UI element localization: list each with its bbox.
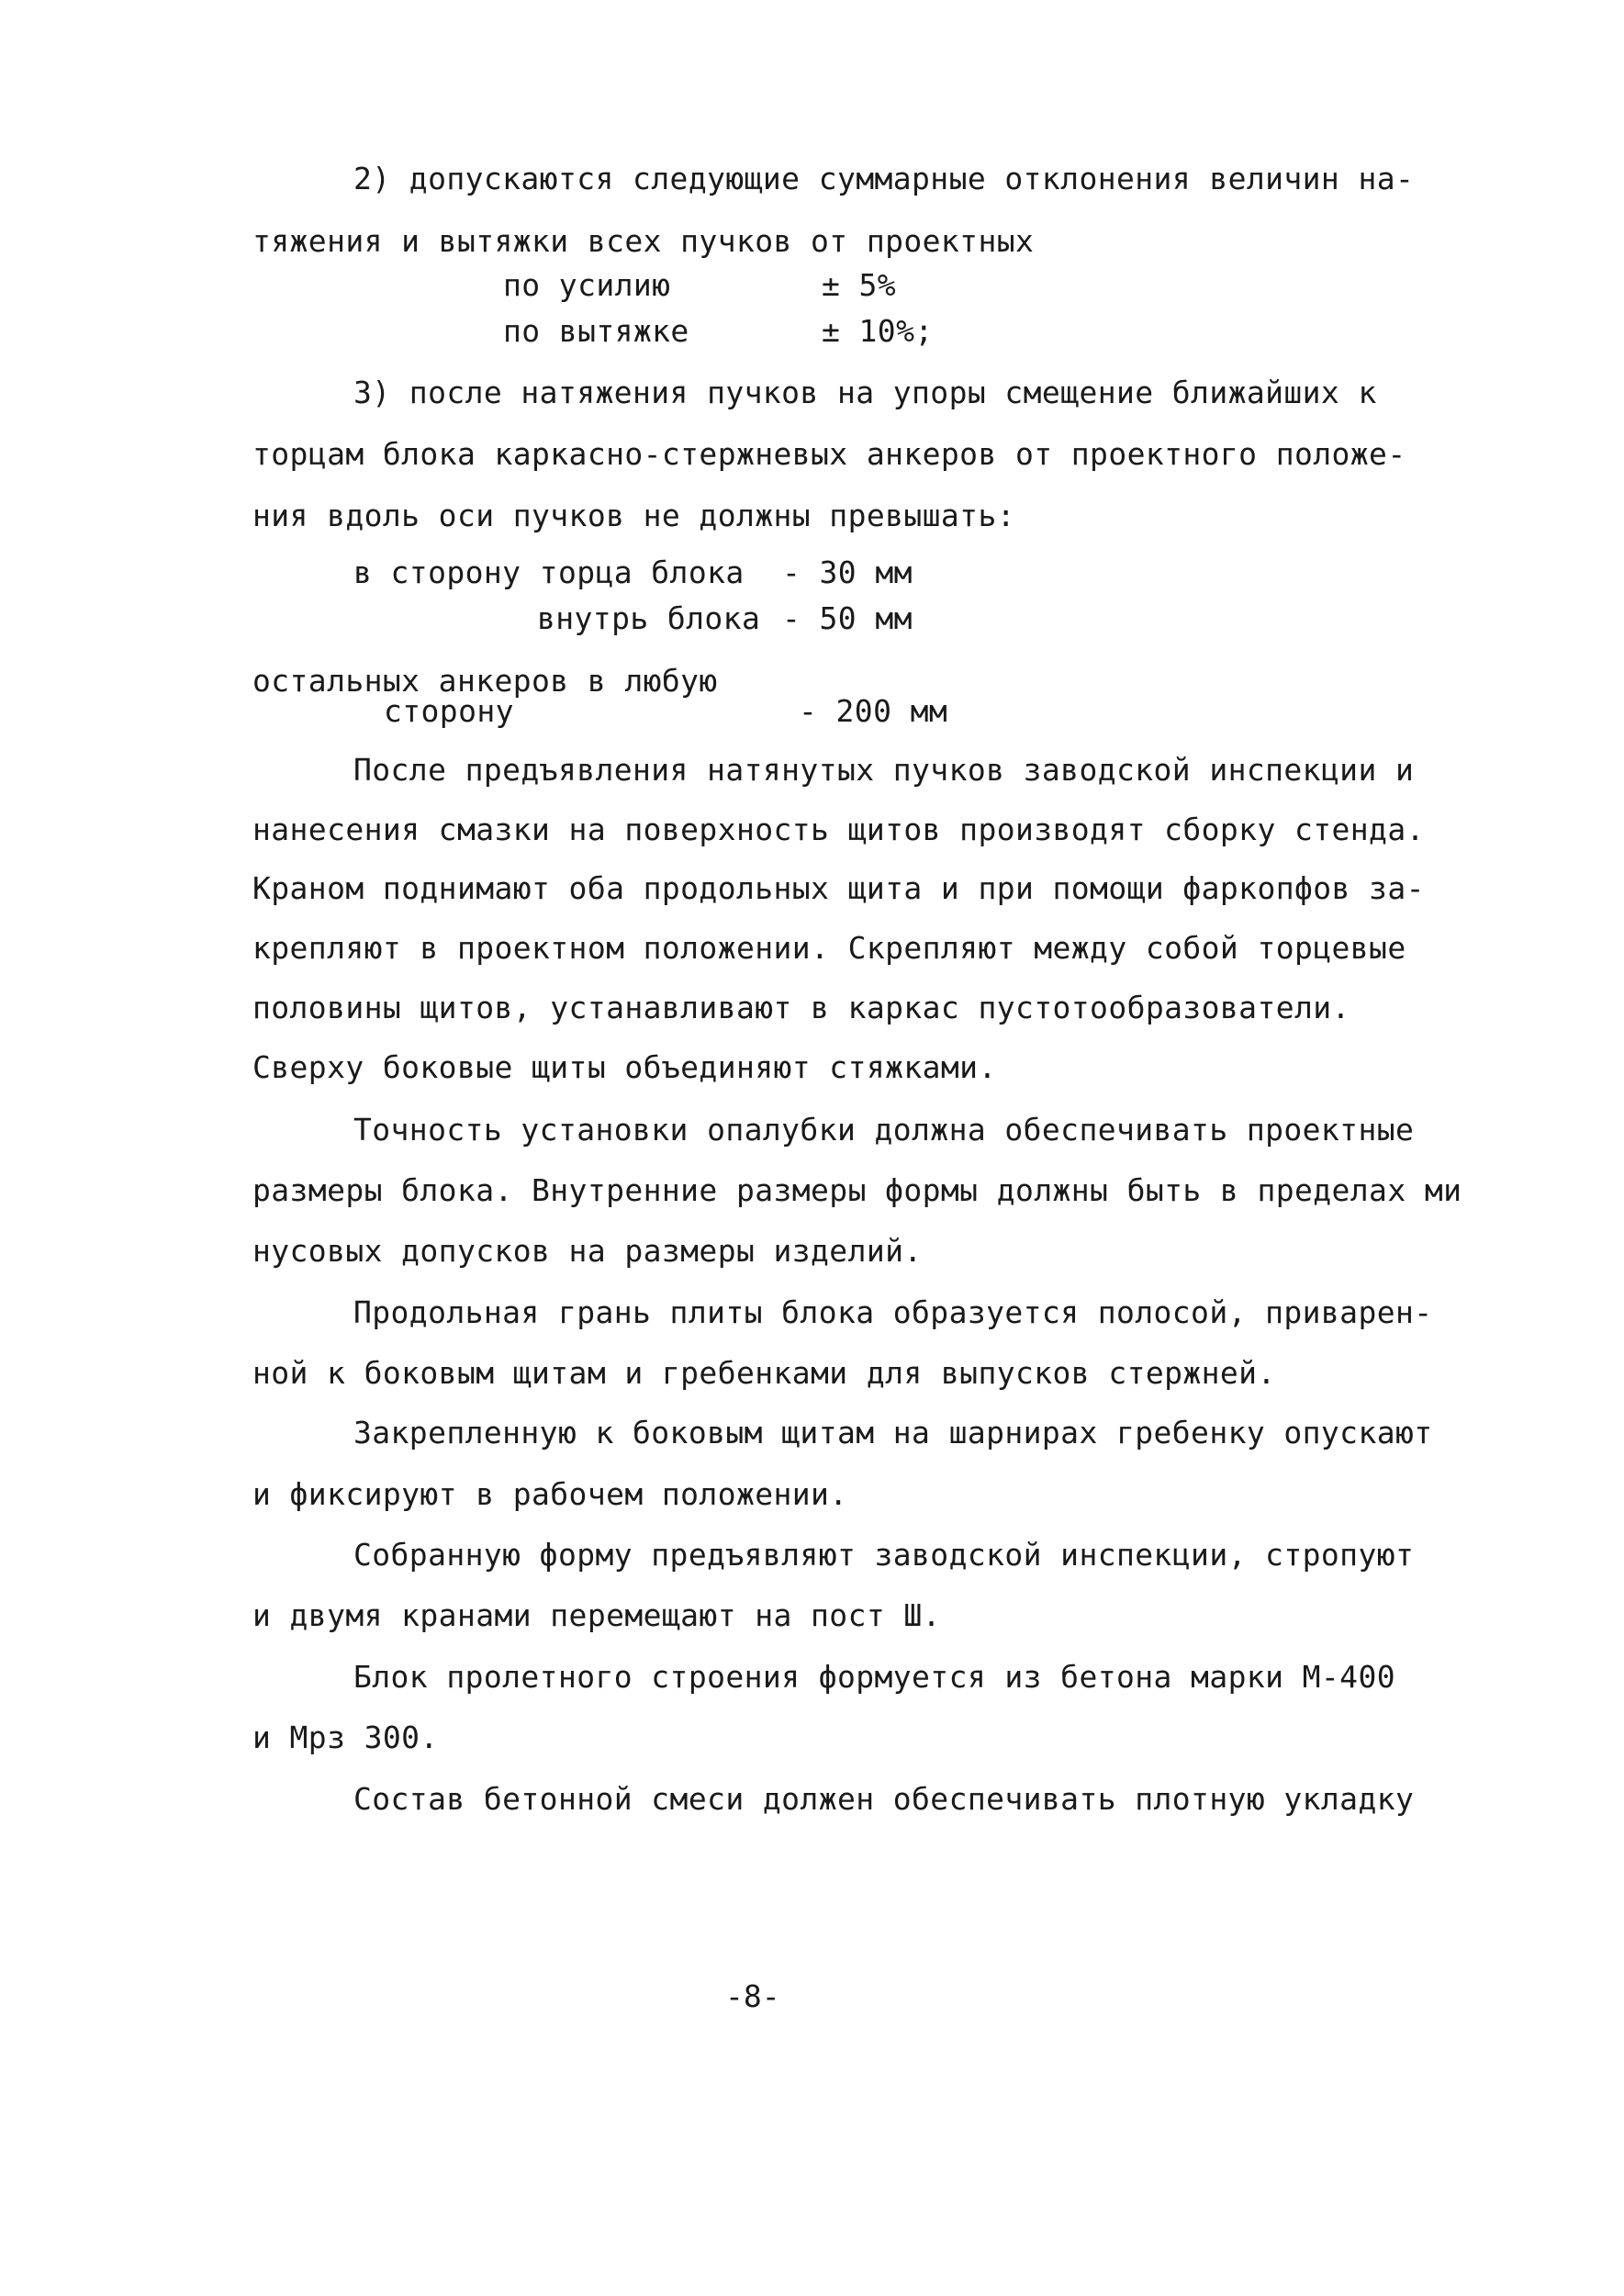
offset-label-inside: внутрь блока — [537, 600, 761, 636]
page-number: -8- — [725, 1978, 780, 2014]
text-line-2: тяжения и вытяжки всех пучков от проектных — [252, 223, 1035, 259]
offset-value-other: - 200 мм — [799, 693, 948, 729]
text-line-6: После предъявления натянутых пучков заводской инспекции и — [353, 752, 1415, 788]
offset-label-other-cont: сторону — [384, 693, 514, 729]
offset-value-inside: - 50 мм — [782, 600, 913, 636]
tolerance-value-force: ± 5% — [822, 267, 897, 303]
text-line-4: торцам блока каркасно-стержневых анкеров от проектного положе- — [252, 436, 1406, 472]
text-line-8: Краном поднимают оба продольных щита и при помощи фаркопфов за- — [252, 870, 1425, 906]
text-line-10: половины щитов, устанавливают в каркас пустотообразователи. — [252, 990, 1350, 1025]
text-line-22: и Мрз 300. — [252, 1719, 439, 1755]
text-line-21: Блок пролетного строения формуется из бетона марки М-400 — [353, 1659, 1395, 1695]
text-line-11: Сверху боковые щиты объединяют стяжками. — [252, 1049, 997, 1085]
text-line-20: и двумя кранами перемещают на пост Ш. — [252, 1597, 941, 1633]
text-line-13: размеры блока. Внутренние размеры формы должны быть в пределах ми — [252, 1172, 1462, 1208]
text-line-12: Точность установки опалубки должна обеспечивать проектные — [353, 1112, 1415, 1148]
text-line-1: 2) допускаются следующие суммарные отклонения величин на- — [353, 161, 1415, 196]
text-line-19: Собранную форму предъявляют заводской инспекции, стропуют — [353, 1537, 1415, 1573]
text-line-16: ной к боковым щитам и гребенками для выпусков стержней. — [252, 1355, 1276, 1391]
text-line-18: и фиксируют в рабочем положении. — [252, 1476, 848, 1512]
text-line-9: крепляют в проектном положении. Скрепляют между собой торцевые — [252, 930, 1406, 966]
text-line-7: нанесения смазки на поверхность щитов производят сборку стенда. — [252, 812, 1425, 847]
text-line-23: Состав бетонной смеси должен обеспечивать плотную укладку — [353, 1781, 1415, 1817]
offset-label-end: в сторону торца блока — [353, 554, 745, 590]
offset-label-other: остальных анкеров в любую — [252, 663, 718, 699]
tolerance-label-extension: по вытяжке — [503, 313, 689, 349]
offset-value-end: - 30 мм — [782, 554, 913, 590]
text-line-17: Закрепленную к боковым щитам на шарнирах гребенку опускают — [353, 1415, 1433, 1450]
tolerance-label-force: по усилию — [503, 267, 671, 303]
text-line-5: ния вдоль оси пучков не должны превышать: — [252, 498, 1015, 533]
tolerance-value-extension: ± 10%; — [822, 313, 934, 349]
text-line-14: нусовых допусков на размеры изделий. — [252, 1233, 923, 1269]
text-line-15: Продольная грань плиты блока образуется полосой, приварен- — [353, 1294, 1433, 1330]
text-line-3: 3) после натяжения пучков на упоры смещение ближайших к — [353, 375, 1377, 410]
